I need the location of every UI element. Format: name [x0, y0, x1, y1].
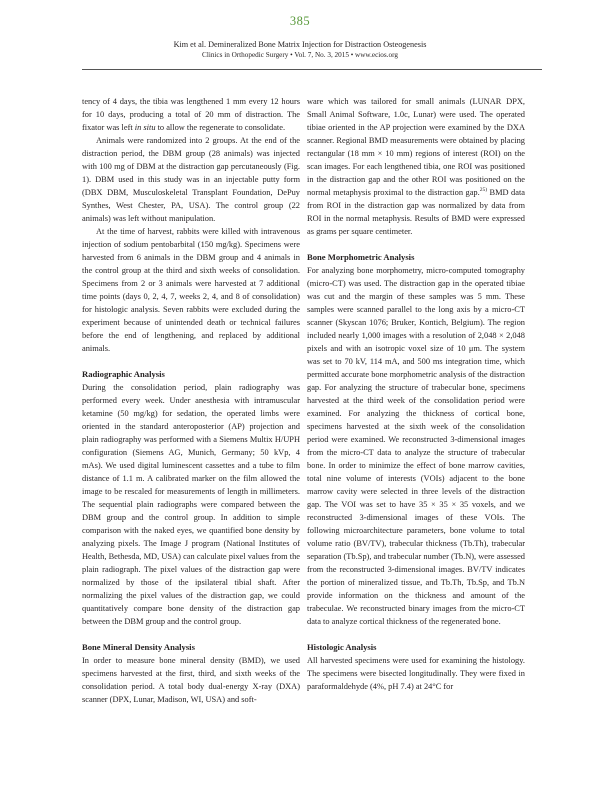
right-column [307, 95, 525, 693]
heading-bmd-analysis: Bone Mineral Density Analysis [82, 642, 195, 652]
heading-radiographic-analysis: Radiographic Analysis [82, 369, 165, 379]
text-run: tency of 4 days, the tibia was lengthened 1 mm every 12 hours for 10 days, producing a total of 20 mm of distraction. The fixator was left [82, 97, 300, 132]
citation-reference: 25) [479, 187, 488, 194]
paragraph-bmd-continued [307, 95, 525, 238]
left-column [82, 95, 300, 706]
paragraph-histologic: All harvested specimens were used for examining the histology. The specimens were bisected longitudinally. They were fixed in paraformaldehyde (4%, pH 7.4) at 24°C for [307, 656, 525, 691]
article-running-title: Kim et al. Demineralized Bone Matrix Injection for Distraction Osteogenesis [173, 40, 427, 49]
paragraph-morphometric: For analyzing bone morphometry, micro-computed tomography (micro-CT) was used. The distraction gap in the operated tibiae was cut and the margin of these samples was 5 mm. These samples were scanned parallel to the long axis by a micro-CT scanner (Skyscan 1076; Bruker, Kontich, Belgium). The region included nearly 1,000 images with a resolution of 2,048 × 2,048 pixels and with an isotropic voxel size of 10 μm. The system was set to 70 kV, 114 mA, and 500 ms integration time, which permitted accurate bone morphometric analysis of the distraction gap. For analyzing the structure of trabecular bone, specimens harvested at the third week of the consolidation period were examined. For analyzing the thickness of cortical bone, specimens harvested at the sixth week of the consolidation period were examined. We reconstructed 3-dimensional images from the micro-CT data to analyze the structure of trabecular bone. In order to minimize the effect of bone marrow cavities, total nine volume of interests (VOIs) adjacent to the bone marrow cavity were selected in three levels of the distraction gap. The VOI was set to have 35 × 35 × 35 voxels, and we reconstructed 3-dimensional images of these VOIs. The following microarchitecture parameters, bone volume to total volume ratio (BV/TV), trabecular thickness (Tb.Th), trabecular separation (Tb.Sp), and trabecular number (Tb.N), were assessed from the reconstructed 3-dimensional images. BV/TV indicates the portion of mineralized tissue, and Tb.Th, Tb.Sp, and Tb.N provide information on the thickness and amount of the trabeculae. We reconstructed binary images from the micro-CT data to analyze cortical thickness of the regenerated bone. [307, 266, 525, 626]
paragraph-radiographic: During the consolidation period, plain radiography was performed every week. Under anesthesia with intramuscular ketamine (50 mg/kg) for sedation, the operated limbs were oriented in the standard anteroposterior (AP) projection and plain radiography was performed with a Siemens Multix H/UPH configuration (Siemens AG, Munich, Germany; 50 kVp, 4 mAs). We used digital luminescent cassettes and a tube to film distance of 1.1 m. A calibrated marker on the film allowed the image to be rescaled for measurements of length in millimeters. The sequential plain radiographs were compared between the DBM group and the control group. In addition to simple comparison with the naked eyes, we quantified bone density by analyzing pixels. The Image J program (National Institutes of Health, Bethesda, MD, USA) can calculate pixel values from the plain radiograph. The pixel values of the distraction gap were normalized by those of the ipsilateral tibial shaft. After normalizing the pixel values of the distraction gap, we could quantitatively compare bone density of the distraction gap between the DBM group and the control group. [82, 383, 300, 626]
text-run: to allow the regenerate to consolidate. [155, 123, 286, 132]
paragraph-randomization: Animals were randomized into 2 groups. At the end of the distraction period, the DBM group (28 animals) was injected with 100 mg of DBM at the distraction gap percutaneously (Fig. 1). DBM used in this study was in an injectable putty form (DBX DBM, Musculoskeletal Transplant Foundation, DePuy Synthes, West Chester, PA, USA). The control group (22 animals) was left without manipulation. [82, 136, 300, 223]
paragraph-bmd: In order to measure bone mineral density (BMD), we used specimens harvested at the first, third, and sixth weeks of the consolidation period. A total body dual-energy X-ray (DXA) scanner (DPX, Lunar, Madison, WI, USA) and soft- [82, 656, 300, 704]
text-run: BMD data from ROI in the distraction gap was normalized by data from ROI in the normal metaphysis. Results of BMD were expressed as grams per square centimeter. [307, 188, 525, 236]
paragraph-harvest: At the time of harvest, rabbits were killed with intravenous injection of sodium pentobarbital (150 mg/kg). Specimens were harvested from 6 animals in the DBM group and 4 animals in the control group at the third and sixth weeks of consolidation. Specimens from 2 or 3 animals were harvested at 7 additional time points (days 0, 2, 4, 7, weeks 2, 4, and 8 of consolidation) for histologic analysis. Seven rabbits were excluded during the experiment because of unintended death or technical failures before the end of lengthening, and replaced by additional animals. [82, 227, 300, 353]
paragraph-distraction [82, 95, 300, 134]
heading-bone-morphometric-analysis: Bone Morphometric Analysis [307, 252, 415, 262]
journal-citation: Clinics in Orthopedic Surgery • Vol. 7, No. 3, 2015 • www.ecios.org [202, 51, 398, 59]
header-rule [82, 69, 542, 70]
page-number: 385 [289, 14, 311, 28]
text-run: ware which was tailored for small animals (LUNAR DPX, Small Animal Software, 1.0c, Lunar) were used. The operated tibiae oriented in the AP projection were examined by the DXA scanner. Regional BMD measurements were obtained by placing rectangular (18 mm × 10 mm) regions of interest (ROI) on the scan images. For each lengthened tibia, one ROI was positioned in the distraction gap and the other ROI was positioned on the normal metaphysis proximal to the distraction gap. [307, 97, 525, 197]
italic-run: in situ [134, 123, 156, 132]
heading-histologic-analysis: Histologic Analysis [307, 642, 377, 652]
running-head [0, 39, 600, 61]
